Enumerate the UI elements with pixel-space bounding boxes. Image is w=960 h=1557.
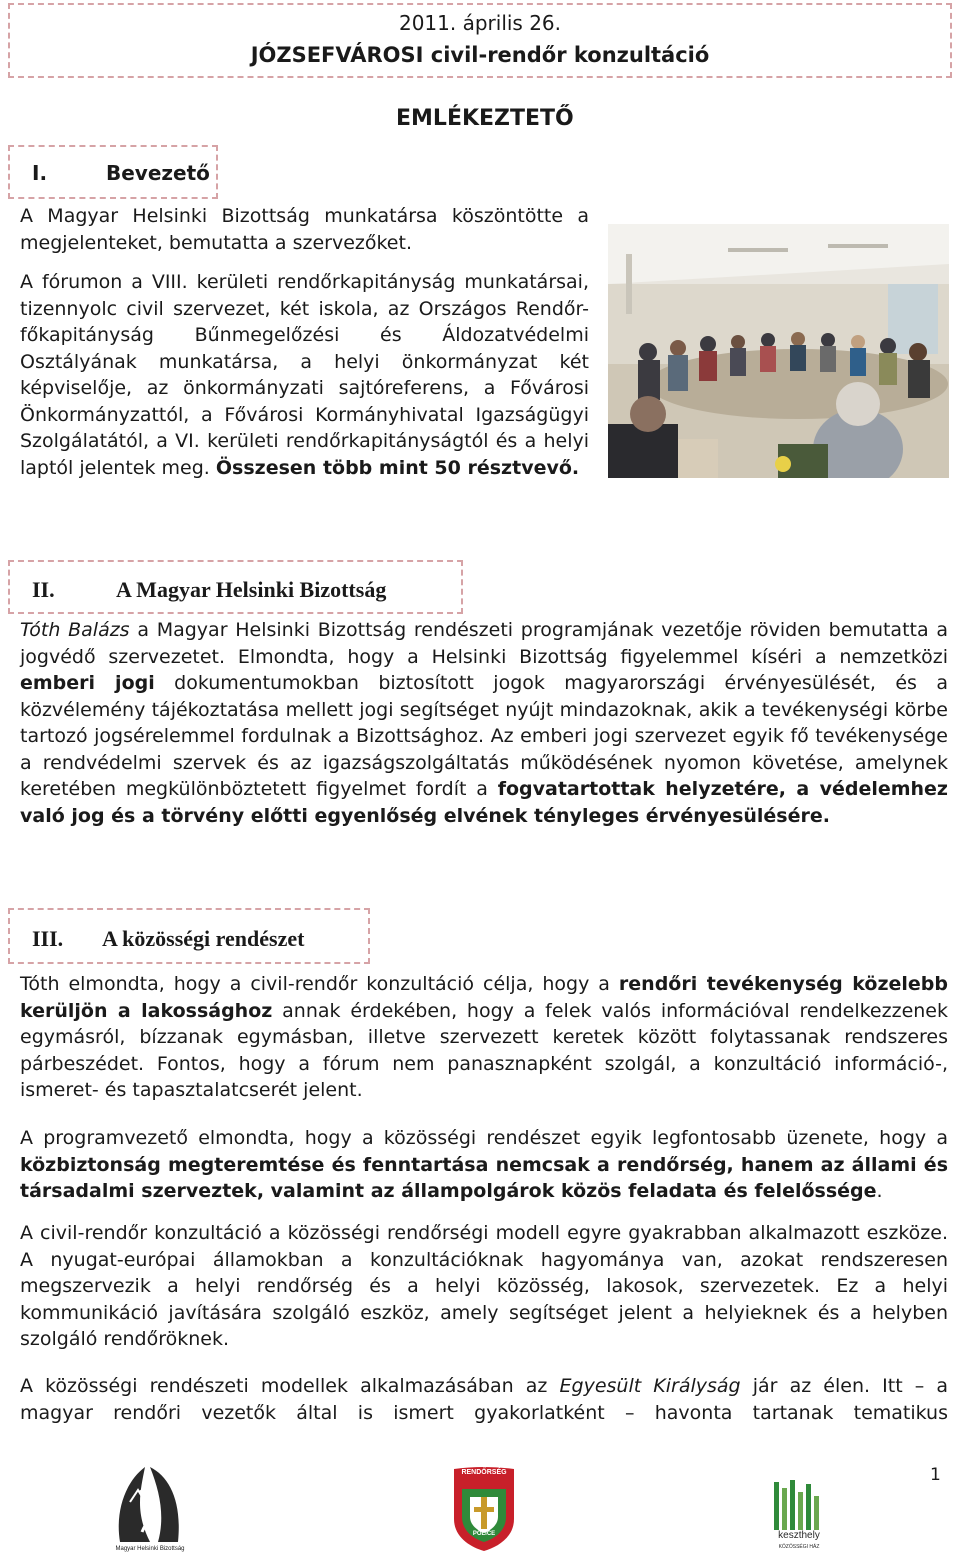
keszthely-logo-text: keszthely [778,1530,820,1541]
keszthely-logo-subtext: KÖZÖSSÉGI HÁZ [778,1544,820,1550]
section-1-paragraph-2: A fórumon a VIII. kerületi rendőrkapitányság munkatársai, tizennyolc civil szervezet, két iskola, az Országos Rendőr-főkapitányság Bűnmegelőzési és Áldozatvédelmi Osztályának munkatársa, a helyi önkormányzat két képviselője, az önkormányzati sajtóreferens, a Fővárosi Önkormányzattól, a Fővárosi Kormányhivatal Igazságügyi Szolgálatától, a VI. kerületi rendőrkapitányságtól és a helyi laptól jelentek meg. Összesen több mint 50 résztvevő. [20,271,589,479]
police-logo [450,1467,518,1552]
section-1-paragraph-1: A Magyar Helsinki Bizottság munkatársa köszöntötte a megjelenteket, bemutatta a szervezőket. [20,205,589,254]
header-title: JÓZSEFVÁROSI civil-rendőr konzultáció [250,43,710,67]
police-logo-bottom-text: POLICE [472,1531,496,1537]
header-box [8,3,952,78]
section-3-title: A közösségi rendészet [102,926,305,951]
police-shield-icon [450,1467,518,1552]
reminder-title: EMLÉKEZTETŐ [396,106,574,131]
section-2-paragraph: Tóth Balázs a Magyar Helsinki Bizottság rendészeti programjának vezetője röviden bemutatta a jogvédő szervezetet. Elmondta, hogy a Helsinki Bizottság figyelemmel kíséri a nemzetközi emberi jogi dokumentumokban biztosított jogok magyarországi érvényesülését, és a közvélemény tájékoztatása mellett jogi segítséget nyújt mindazoknak, akik a tevékenységi körbe tartozó jogsérelemmel fordulnak a Bizottsághoz. Az emberi jogi szervezet egyik fő tevékenysége a rendvédelmi szervek és az igazságszolgáltatás működésének nyomon követése, amelynek keretében megkülönböztetett figyelmet fordít a fogvatartottak helyzetére, a védelemhez való jog és a törvény előtti egyenlőség elvének tényleges érvényesülésére. [20,619,949,827]
section-3-number: III. [32,926,64,951]
section-3-paragraph-1: Tóth elmondta, hogy a civil-rendőr konzultáció célja, hogy a rendőri tevékenység közelebb kerüljön a lakossághoz annak érdekében, hogy a felek valós információval rendelkezzenek egymásról, bízzanak egymásban, illetve szervezett keretek között folytassanak rendszeres párbeszédet. Fontos, hogy a fórum nem panasznapként szolgál, a konzultáció információ-, ismeret- és tapasztalatcserét jelent. [20,973,948,1101]
section-1-heading [8,145,218,199]
helsinki-logo-icon [110,1462,190,1544]
section-2-title: A Magyar Helsinki Bizottság [116,577,387,602]
header-date: 2011. április 26. [398,11,562,35]
page-number: 1 [930,1465,941,1485]
section-3-paragraph-4: A közösségi rendészeti modellek alkalmazásában az Egyesült Királyság jár az élen. Itt – a magyar rendőri vezetők által is ismert gyakorlatként – havonta tartanak tematikus [20,1375,949,1424]
helsinki-logo-caption: Magyar Helsinki Bizottság [115,1546,185,1552]
section-1-number: I. [32,161,48,185]
helsinki-logo [110,1462,190,1557]
meeting-photo-image [608,224,949,478]
participants-total: Összesen több mint 50 résztvevő. [215,456,580,479]
keszthely-logo-icon [770,1478,828,1530]
keszthely-logo [770,1478,828,1553]
section-3-paragraph-2: A programvezető elmondta, hogy a közösségi rendészet egyik legfontosabb üzenete, hogy a közbiztonság megteremtése és fenntartása nemcsak a rendőrség, hanem az állami és társadalmi szerveztek, valamint az állampolgárok közös feladata és felelőssége. [20,1127,948,1202]
section-3-heading [8,908,370,964]
meeting-photo [608,224,949,478]
section-2-heading [8,560,463,614]
section-2-number: II. [32,577,55,602]
section-3-paragraph-3: A civil-rendőr konzultáció a közösségi rendőrségi modell egyre gyakrabban alkalmazott eszköze. A nyugat-európai államokban a konzultációknak hagyománya van, azokat rendszeresen megszervezik a helyi rendőrség és a helyi közösség, lakosok, szervezetek. Ez a helyi kommunikáció javítására szolgáló eszköz, amely segítséget jelent a helyieknek és a helyben szolgáló rendőröknek. [20,1222,948,1350]
speaker-name: Tóth Balázs [20,619,130,641]
section-1-title: Bevezető [106,161,210,185]
police-logo-top-text: RENDŐRSÉG [461,1469,507,1476]
